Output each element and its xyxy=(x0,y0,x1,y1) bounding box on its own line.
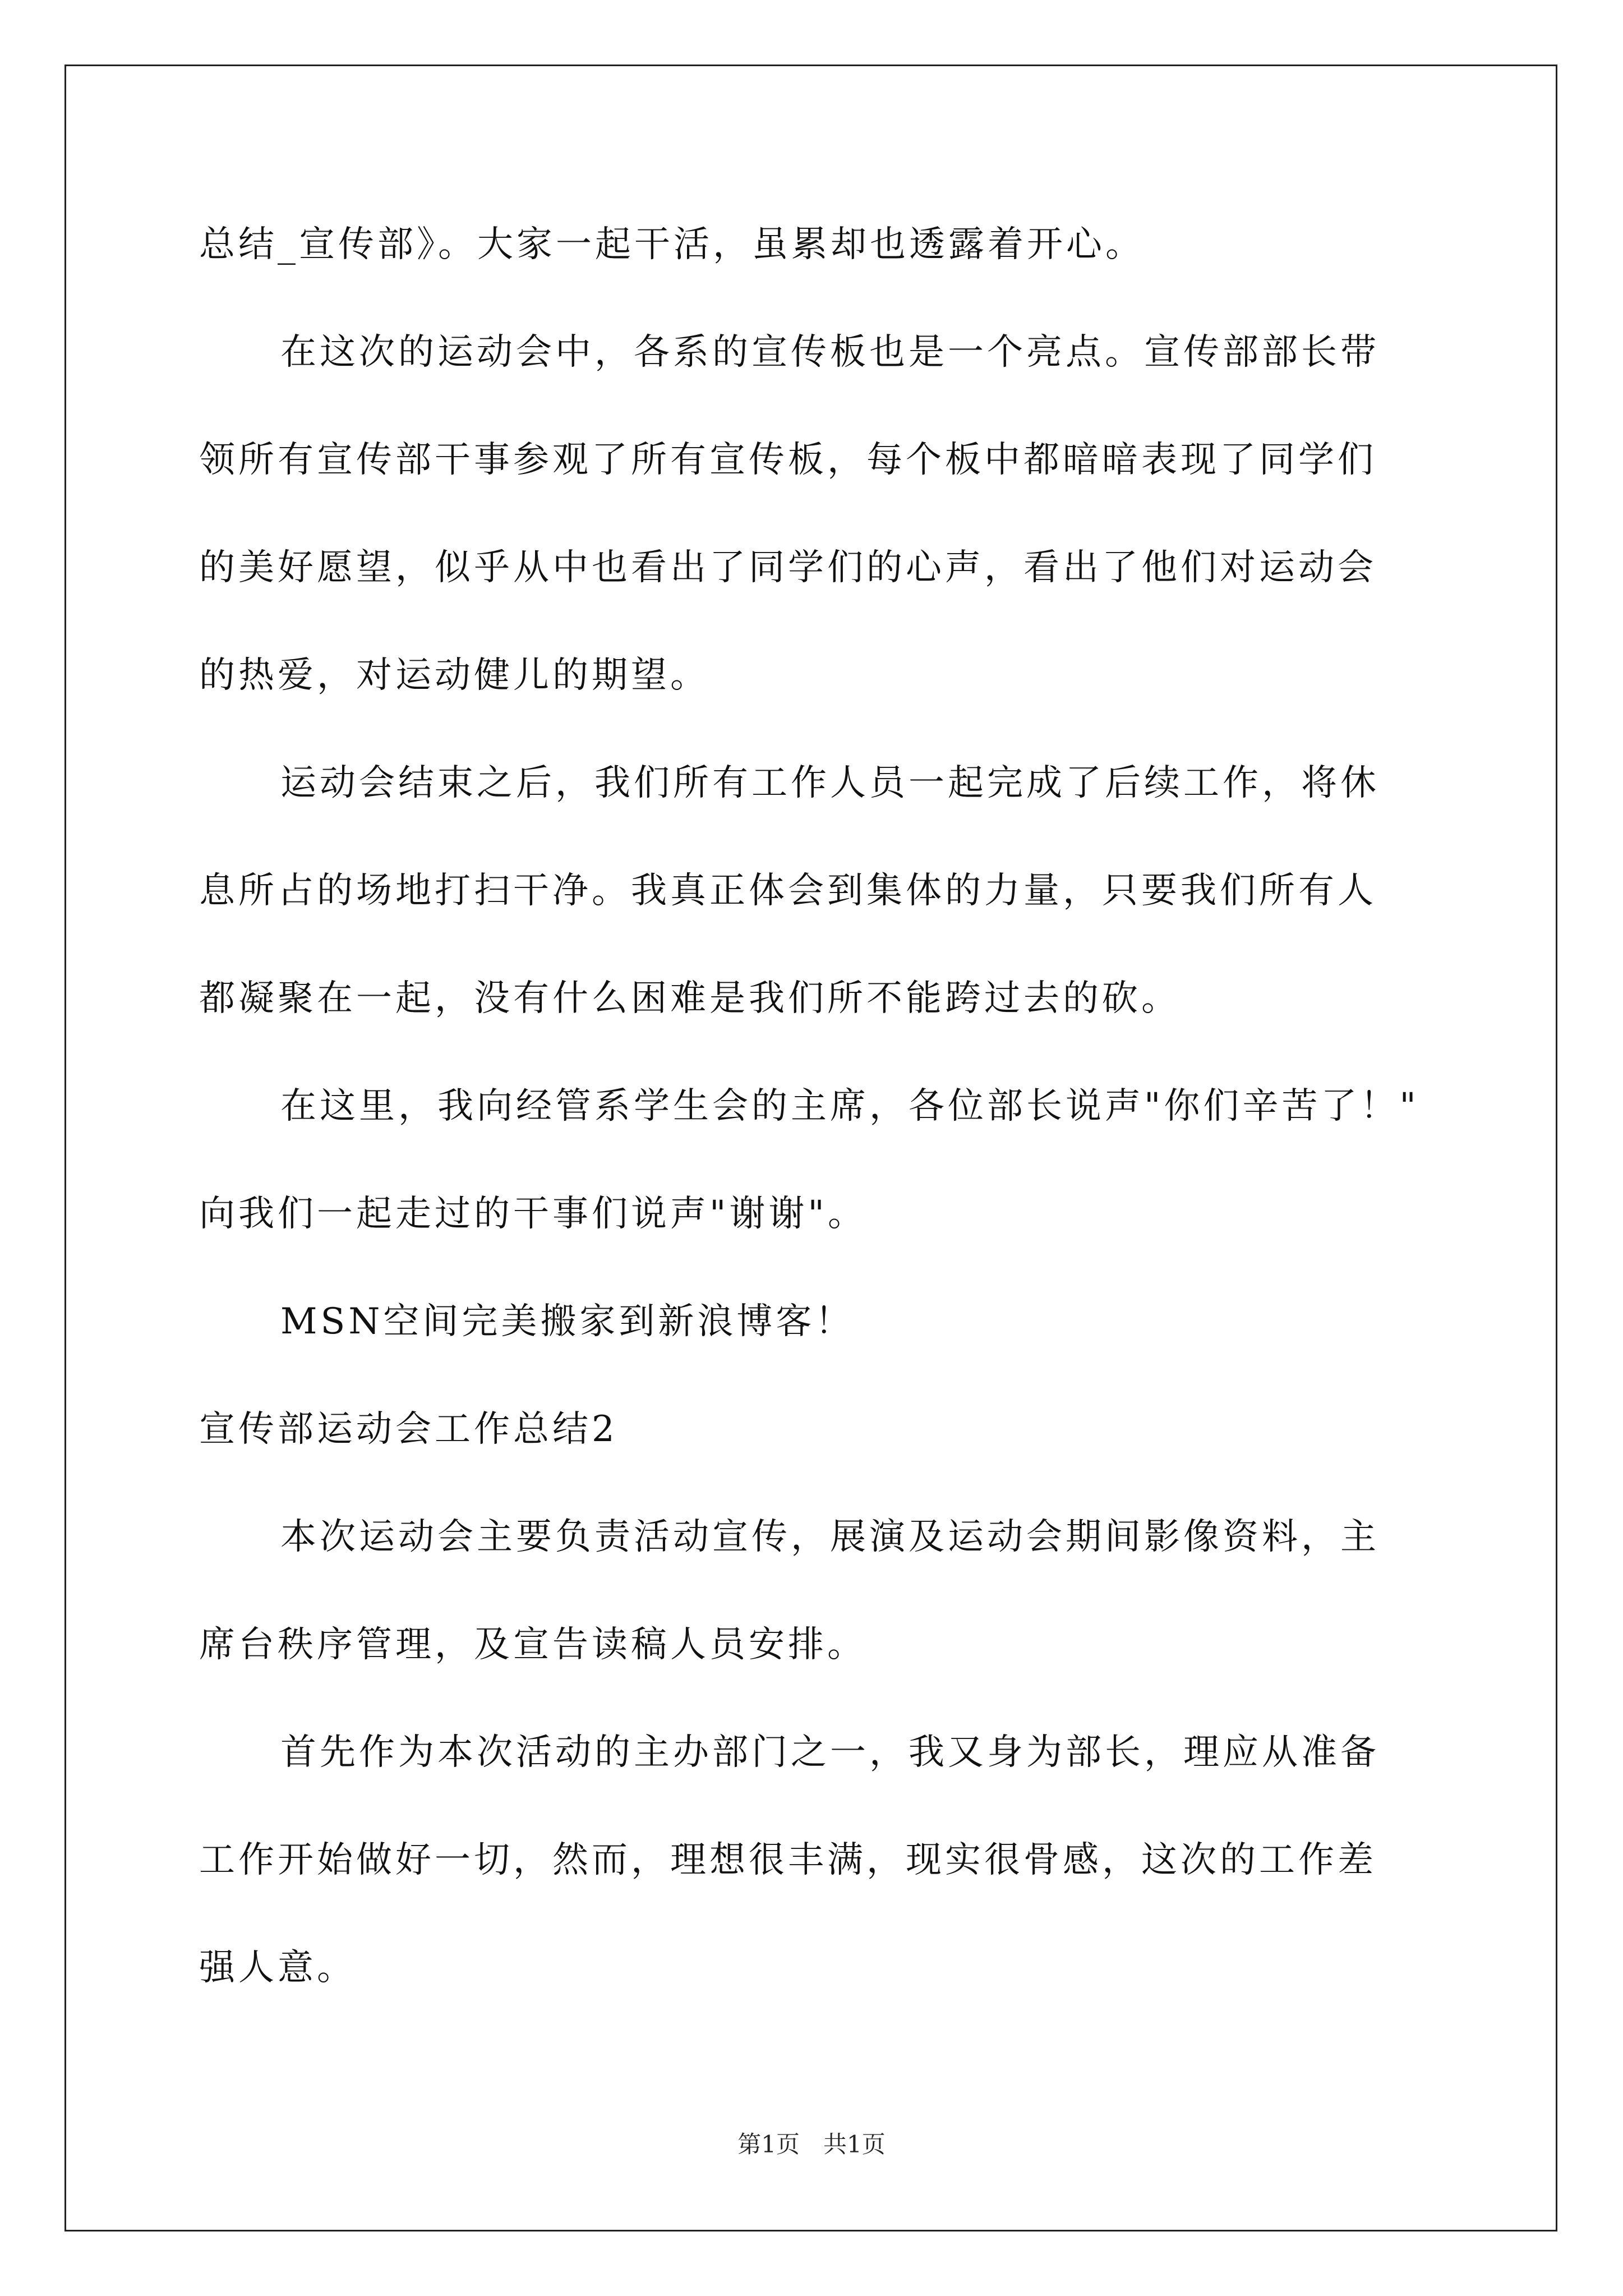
text-line: 首先作为本次活动的主办部门之一，我又身为部长，理应从准备 xyxy=(280,1732,1380,1773)
text-line: 领所有宣传部干事参观了所有宣传板，每个板中都暗暗表现了同学们 xyxy=(199,439,1377,481)
text-line: 向我们一起走过的干事们说声"谢谢"。 xyxy=(199,1193,867,1235)
section-heading: 宣传部运动会工作总结2 xyxy=(199,1409,618,1450)
text-line: 的热爱，对运动健儿的期望。 xyxy=(199,655,709,696)
document-body xyxy=(199,191,1433,2022)
text-line: 都凝聚在一起，没有什么困难是我们所不能跨过去的砍。 xyxy=(199,978,1181,1019)
text-line: 息所占的场地打扫干净。我真正体会到集体的力量，只要我们所有人 xyxy=(199,870,1377,912)
text-line: 总结_宣传部》。大家一起干活，虽累却也透露着开心。 xyxy=(199,224,1145,265)
text-line: 在这次的运动会中，各系的宣传板也是一个亮点。宣传部部长带 xyxy=(280,332,1380,373)
text-line: 席台秩序管理，及宣告读稿人员安排。 xyxy=(199,1624,866,1665)
page-footer: 第1页 共1页 xyxy=(737,2131,886,2158)
text-line: MSN空间完美搬家到新浪博客！ xyxy=(280,1301,855,1342)
text-line: 在这里，我向经管系学生会的主席，各位部长说声"你们辛苦了！" xyxy=(280,1085,1419,1127)
text-line: 的美好愿望，似乎从中也看出了同学们的心声，看出了他们对运动会 xyxy=(199,547,1377,588)
text-line: 强人意。 xyxy=(199,1947,356,1989)
text-line: 本次运动会主要负责活动宣传，展演及运动会期间影像资料，主 xyxy=(280,1516,1380,1558)
text-line: 工作开始做好一切，然而，理想很丰满，现实很骨感，这次的工作差 xyxy=(199,1839,1377,1881)
text-line: 运动会结束之后，我们所有工作人员一起完成了后续工作，将休 xyxy=(280,762,1380,804)
